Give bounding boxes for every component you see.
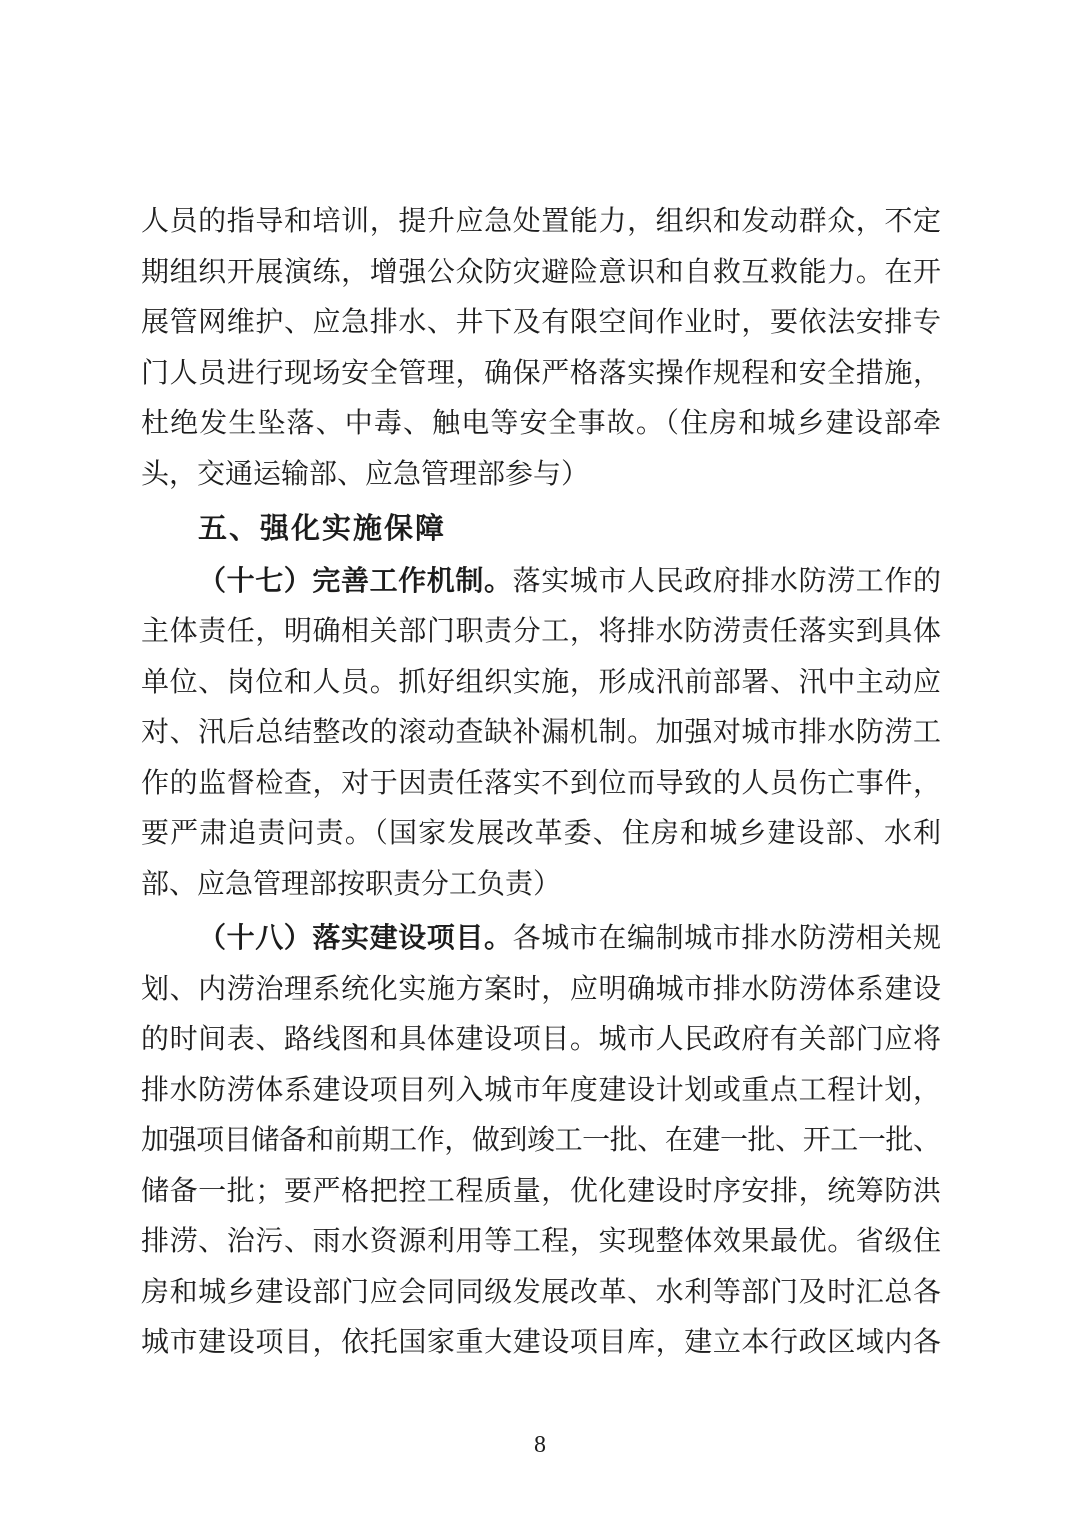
text-line xyxy=(141,914,941,965)
text-line-content xyxy=(141,965,942,1016)
text-run: 对、汛后总结整改的滚动查缺补漏机制。加强对城市排水防涝工 xyxy=(141,717,942,748)
text-line xyxy=(141,1015,941,1066)
bold-run: 五、强化实施保障 xyxy=(198,513,447,545)
text-line xyxy=(141,450,941,501)
paragraph-continuation xyxy=(141,197,941,500)
text-run: 划、内涝治理系统化实施方案时，应明确城市排水防涝体系建设 xyxy=(141,973,942,1005)
text-line xyxy=(141,658,941,709)
text-line-content xyxy=(141,809,942,860)
text-line xyxy=(141,1318,941,1369)
text-line-content xyxy=(141,759,942,810)
text-line-content xyxy=(141,248,942,299)
text-line-content xyxy=(141,607,942,658)
text-line xyxy=(141,1268,941,1319)
text-line-content xyxy=(141,708,942,759)
text-line-content xyxy=(141,399,942,450)
text-line xyxy=(141,1167,941,1218)
text-line-content xyxy=(141,1116,941,1167)
text-line xyxy=(141,298,941,349)
text-run: 排水防涝体系建设项目列入城市年度建设计划或重点工程计划， xyxy=(141,1074,942,1106)
text-run: 人员的指导和培训，提升应急处置能力，组织和发动群众，不定 xyxy=(141,206,942,237)
text-line-content xyxy=(141,1268,942,1319)
text-run: 加强项目储备和前期工作，做到竣工一批、在建一批、开工一批、 xyxy=(141,1125,941,1156)
text-line xyxy=(141,607,941,658)
text-run: 排涝、治污、雨水资源利用等工程，实现整体效果最优。省级住 xyxy=(141,1226,942,1257)
text-line xyxy=(141,399,941,450)
text-run: 的时间表、路线图和具体建设项目。城市人民政府有关部门应将 xyxy=(141,1024,942,1055)
text-run: 要严肃追责问责。（国家发展改革委、住房和城乡建设部、水利 xyxy=(141,818,943,849)
text-line-content xyxy=(198,914,942,965)
text-run: 展管网维护、应急排水、井下及有限空间作业时，要依法安排专 xyxy=(141,307,942,338)
text-line xyxy=(141,860,941,911)
text-run: 主体责任，明确相关部门职责分工，将排水防涝责任落实到具体 xyxy=(141,616,942,647)
text-run: 作的监督检查，对于因责任落实不到位而导致的人员伤亡事件， xyxy=(141,767,942,799)
text-line-content xyxy=(141,1167,942,1218)
text-run: 落实城市人民政府排水防涝工作的 xyxy=(512,565,942,597)
text-line xyxy=(141,557,941,608)
document-body xyxy=(141,197,941,1369)
text-run: 期组织开展演练，增强公众防灾避险意识和自救互救能力。在开 xyxy=(141,256,942,288)
text-line-content xyxy=(141,197,942,248)
text-line-content xyxy=(141,349,942,400)
bold-run: （十七）完善工作机制。 xyxy=(198,565,513,597)
text-run: 城市建设项目，依托国家重大建设项目库，建立本行政区域内各 xyxy=(141,1327,942,1358)
paragraph-17 xyxy=(141,557,941,911)
text-run: 储备一批；要严格把控工程质量，优化建设时序安排，统筹防洪 xyxy=(141,1175,942,1207)
text-run: 单位、岗位和人员。抓好组织实施，形成汛前部署、汛中主动应 xyxy=(141,666,942,698)
text-run: 部、应急管理部按职责分工负责） xyxy=(141,868,562,900)
section-heading-5 xyxy=(141,504,941,555)
text-run: 房和城乡建设部门应会同同级发展改革、水利等部门及时汇总各 xyxy=(141,1276,942,1308)
page-number: 8 xyxy=(534,1432,546,1458)
text-line xyxy=(141,708,941,759)
text-line xyxy=(141,809,941,860)
text-line-content xyxy=(141,1217,942,1268)
text-line xyxy=(141,759,941,810)
text-run: 各城市在编制城市排水防涝相关规 xyxy=(512,923,942,954)
text-line-content xyxy=(141,1015,942,1066)
text-line xyxy=(141,248,941,299)
text-line-content xyxy=(198,504,446,555)
paragraph-18 xyxy=(141,914,941,1369)
text-run: 杜绝发生坠落、中毒、触电等安全事故。（住房和城乡建设部牵 xyxy=(141,408,943,439)
text-run: 门人员进行现场安全管理，确保严格落实操作规程和安全措施， xyxy=(141,357,942,389)
text-line-content xyxy=(198,557,942,608)
text-line xyxy=(141,965,941,1016)
text-line xyxy=(141,1217,941,1268)
text-line xyxy=(141,1066,941,1117)
text-line xyxy=(141,349,941,400)
text-line-content xyxy=(141,860,561,911)
text-line-content xyxy=(141,658,942,709)
text-line-content xyxy=(141,1318,942,1369)
text-line xyxy=(141,197,941,248)
text-run: 头，交通运输部、应急管理部参与） xyxy=(141,458,590,490)
text-line-content xyxy=(141,450,589,501)
bold-run: （十八）落实建设项目。 xyxy=(198,923,513,954)
text-line-content xyxy=(141,298,942,349)
text-line xyxy=(141,504,941,555)
text-line-content xyxy=(141,1066,942,1117)
text-line xyxy=(141,1116,941,1167)
